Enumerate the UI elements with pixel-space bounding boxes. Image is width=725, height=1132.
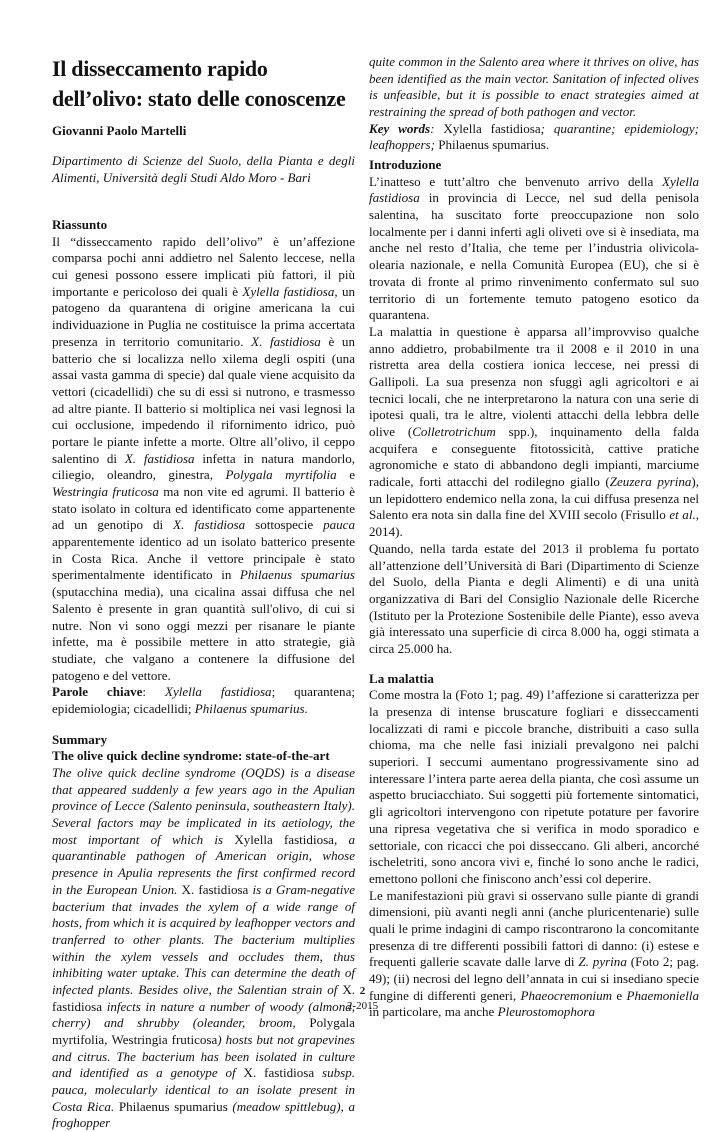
- malattia-paragraph-1: Come mostra la (Foto 1; pag. 49) l’affezione si caratterizza per la presenza di intense bruscature fogliari e disseccamenti localizzati di rami e piccole branche, distribuiti a caso sulla chioma, ma che nelle fasi iniziali prevalgono nei palchi superiori. I seccumi aumentano progressivamente sino ad interessare l’intera parte aerea della pianta, che così assume un aspetto bruciacchiato. Sui soggetti più fortemente sintomatici, gli agricoltori intervengono con ripetute potature per favorire una ripresa vegetativa che si verifica in modo sporadico e settoriale, con ricacci che poi disseccano. Gli alberi, ancorché ischeletriti, sono ancora vivi e, finché lo sono anche le radici, emettono polloni che finiscono anch’essi col deperire.: [369, 687, 699, 886]
- introduzione-paragraph-1: L’inatteso e tutt’altro che benvenuto arrivo della Xylella fastidiosa in provincia di Lecce, nel sud della penisola salentina, ha suscitato forte preoccupazione non solo localmente per i danni inferti agli oliveti ove si è insediata, ma anche nel resto d’Italia, che teme per l’industria olivicola-olearia nazionale, e nella Comunità Europea (EU), che si è trovata di fronte al primo rinvenimento confermato sul suo territorio di un fortemente temuto patogeno esotico da quarantena.: [369, 173, 699, 323]
- riassunto-heading: Riassunto: [52, 217, 108, 232]
- summary-continuation: [369, 54, 699, 154]
- malattia-heading: La malattia: [369, 670, 434, 686]
- main-text: [369, 157, 699, 1021]
- introduzione-heading: Introduzione: [369, 157, 442, 172]
- issue-number: 2-2015: [346, 1000, 379, 1012]
- riassunto-text: Il “disseccamento rapido dell’olivo” è un’affezione comparsa pochi anni addietro nel Salento leccese, nella cui genesi possono essere implicati più fattori, il più importante e pericoloso dei quali è Xylella fastidiosa, un patogeno da quarantena di origine americana la cui individuazione in Puglia ne costituisce la prima accertata presenza in territorio comunitario. X. fastidiosa è un batterio che si localizza nello xilema degli ospiti (una assai vasta gamma di specie) dal quale viene acquisito da vettori (cicadellidi) che su di essi si nutrono, e trasmesso ad altre piante. Il batterio si moltiplica nei vasi legnosi la cui occlusione, impedendo il rifornimento idrico, può portare le piante infette a morte. Oltre all’olivo, il ceppo salentino di X. fastidiosa infetta in natura mandorlo, ciliegio, oleandro, ginestra, Polygala myrtifolia e Westringia fruticosa ma non vite ed agrumi. Il batterio è stato isolato in coltura ed identificato come appartenente ad un genotipo di X. fastidiosa sottospecie pauca apparentemente identico ad un isolato batterico presente in Costa Rica. Anche il vettore principale è stato sperimentalmente identificato in Philaenus spumarius (sputacchina media), una cicalina assai diffusa che nel Salento è presente in gran quantità sull'olivo, di cui si nutre. Non vi sono oggi mezzi per risanare le piante infette, ma è possibile mettere in atto strategie, già studiate, che valgano a contenere la diffusione del patogeno e del vettore.: [52, 233, 356, 683]
- author-affiliation: Dipartimento di Scienze del Suolo, della Pianta e degli Alimenti, Università degli Studi Aldo Moro - Bari: [52, 153, 355, 185]
- riassunto-keywords: Parole chiave: Xylella fastidiosa; quarantena; epidemiologia; cicadellidi; Philaenus spumarius.: [52, 684, 355, 716]
- article-title: Il disseccamento rapido dell’olivo: stato delle conoscenze: [52, 56, 346, 111]
- summary-keywords: Key words: Xylella fastidiosa; quarantine; epidemiology; leafhoppers; Philaenus spumarius.: [369, 120, 700, 153]
- summary-subtitle: The olive quick decline syndrome: state-of-the-art: [52, 748, 330, 764]
- page-number: 2: [359, 985, 366, 997]
- author-name: Giovanni Paolo Martelli: [52, 123, 187, 138]
- introduzione-paragraph-2: La malattia in questione è apparsa all’improvviso qualche anno addietro, probabilmente tra il 2008 e il 2010 in una ristretta area della costiera ionica leccese, nei pressi di Gallipoli. La sua presenza non sfuggì agli agricoltori e ai tecnici locali, che ne interpretarono la natura con una serie di ipotesi quali, tra le altre, violenti attacchi della lebbra delle olive (Colletrotrichum spp.), inquinamento della falda acquifera e conseguente fitotossicità, cattive pratiche agronomiche e stato di abbandono degli impianti, marciume radicale, forti attacchi del rodilegno giallo (Zeuzera pyrina), un lepidottero endemico nella zona, la cui diffusa presenza nel Salento era nota sin dalla fine del XVIII secolo (Frisullo et al., 2014).: [369, 323, 700, 540]
- malattia-paragraph-2: Le manifestazioni più gravi si osservano sulle piante di grandi dimensioni, più avanti negli anni (anche pluricentenarie) sulle quali le prime indagini di campo riscontrarono la concomitante presenza di tre differenti possibili fattori di danno: (i) estese e frequenti gallerie scavate dalle larve di Z. pyrina (Foto 2; pag. 49); (ii) necrosi del legno dell’annata in cui si insediano specie fungine di differenti generi, Phaeocremonium e Phaemoniella in particolare, ma anche Pleurostomophora: [369, 887, 699, 1020]
- summary-text-part2: quite common in the Salento area where it thrives on olive, has been identified as the main vector. Sanitation of infected olives is unfeasible, but it is possible to enact strategies aimed at restraining the spread of both pathogen and vector.: [369, 54, 699, 120]
- summary-heading: Summary: [52, 731, 108, 747]
- introduzione-paragraph-3: Quando, nella tarda estate del 2013 il problema fu portato all’attenzione dell’Università di Bari (Dipartimento di Scienze del Suolo, della Pianta e degli Alimenti) e di una unità organizzativa di Bari del Consiglio Nazionale delle Ricerche (Istituto per la Protezione Sostenibile delle Piante), esso aveva già interessato una superficie di circa 8.000 ha, oggi stimata a circa 25.000 ha.: [369, 540, 699, 656]
- summary-text-part1: The olive quick decline syndrome (OQDS) is a disease that appeared suddenly a few years ago in the Apulian province of Lecce (Salento peninsula, southeastern Italy). Several factors may be implicated in its aetiology, the most important of which is Xylella fastidiosa, a quarantinable pathogen of American origin, whose presence in Apulia represents the first confirmed record in the European Union. X. fastidiosa is a Gram-negative bacterium that invades the xylem of a wide range of hosts, from which it is acquired by leafhopper vectors and tranferred to other plants. The bacterium multiplies within the xylem vessels and occludes them, thus inhibiting water uptake. This can determine the death of infected plants. Besides olive, the Salentian strain of X. fastidiosa infects in nature a number of woody (almond, cherry) and shrubby (oleander, broom, Polygala myrtifolia, Westringia fruticosa) hosts but not grapevines and citrus. The bacterium has been isolated in culture and identified as a genotype of X. fastidiosa subsp. pauca, molecularly identical to an isolate present in Costa Rica. Philaenus spumarius (meadow spittlebug), a froghopper: [52, 765, 356, 1131]
